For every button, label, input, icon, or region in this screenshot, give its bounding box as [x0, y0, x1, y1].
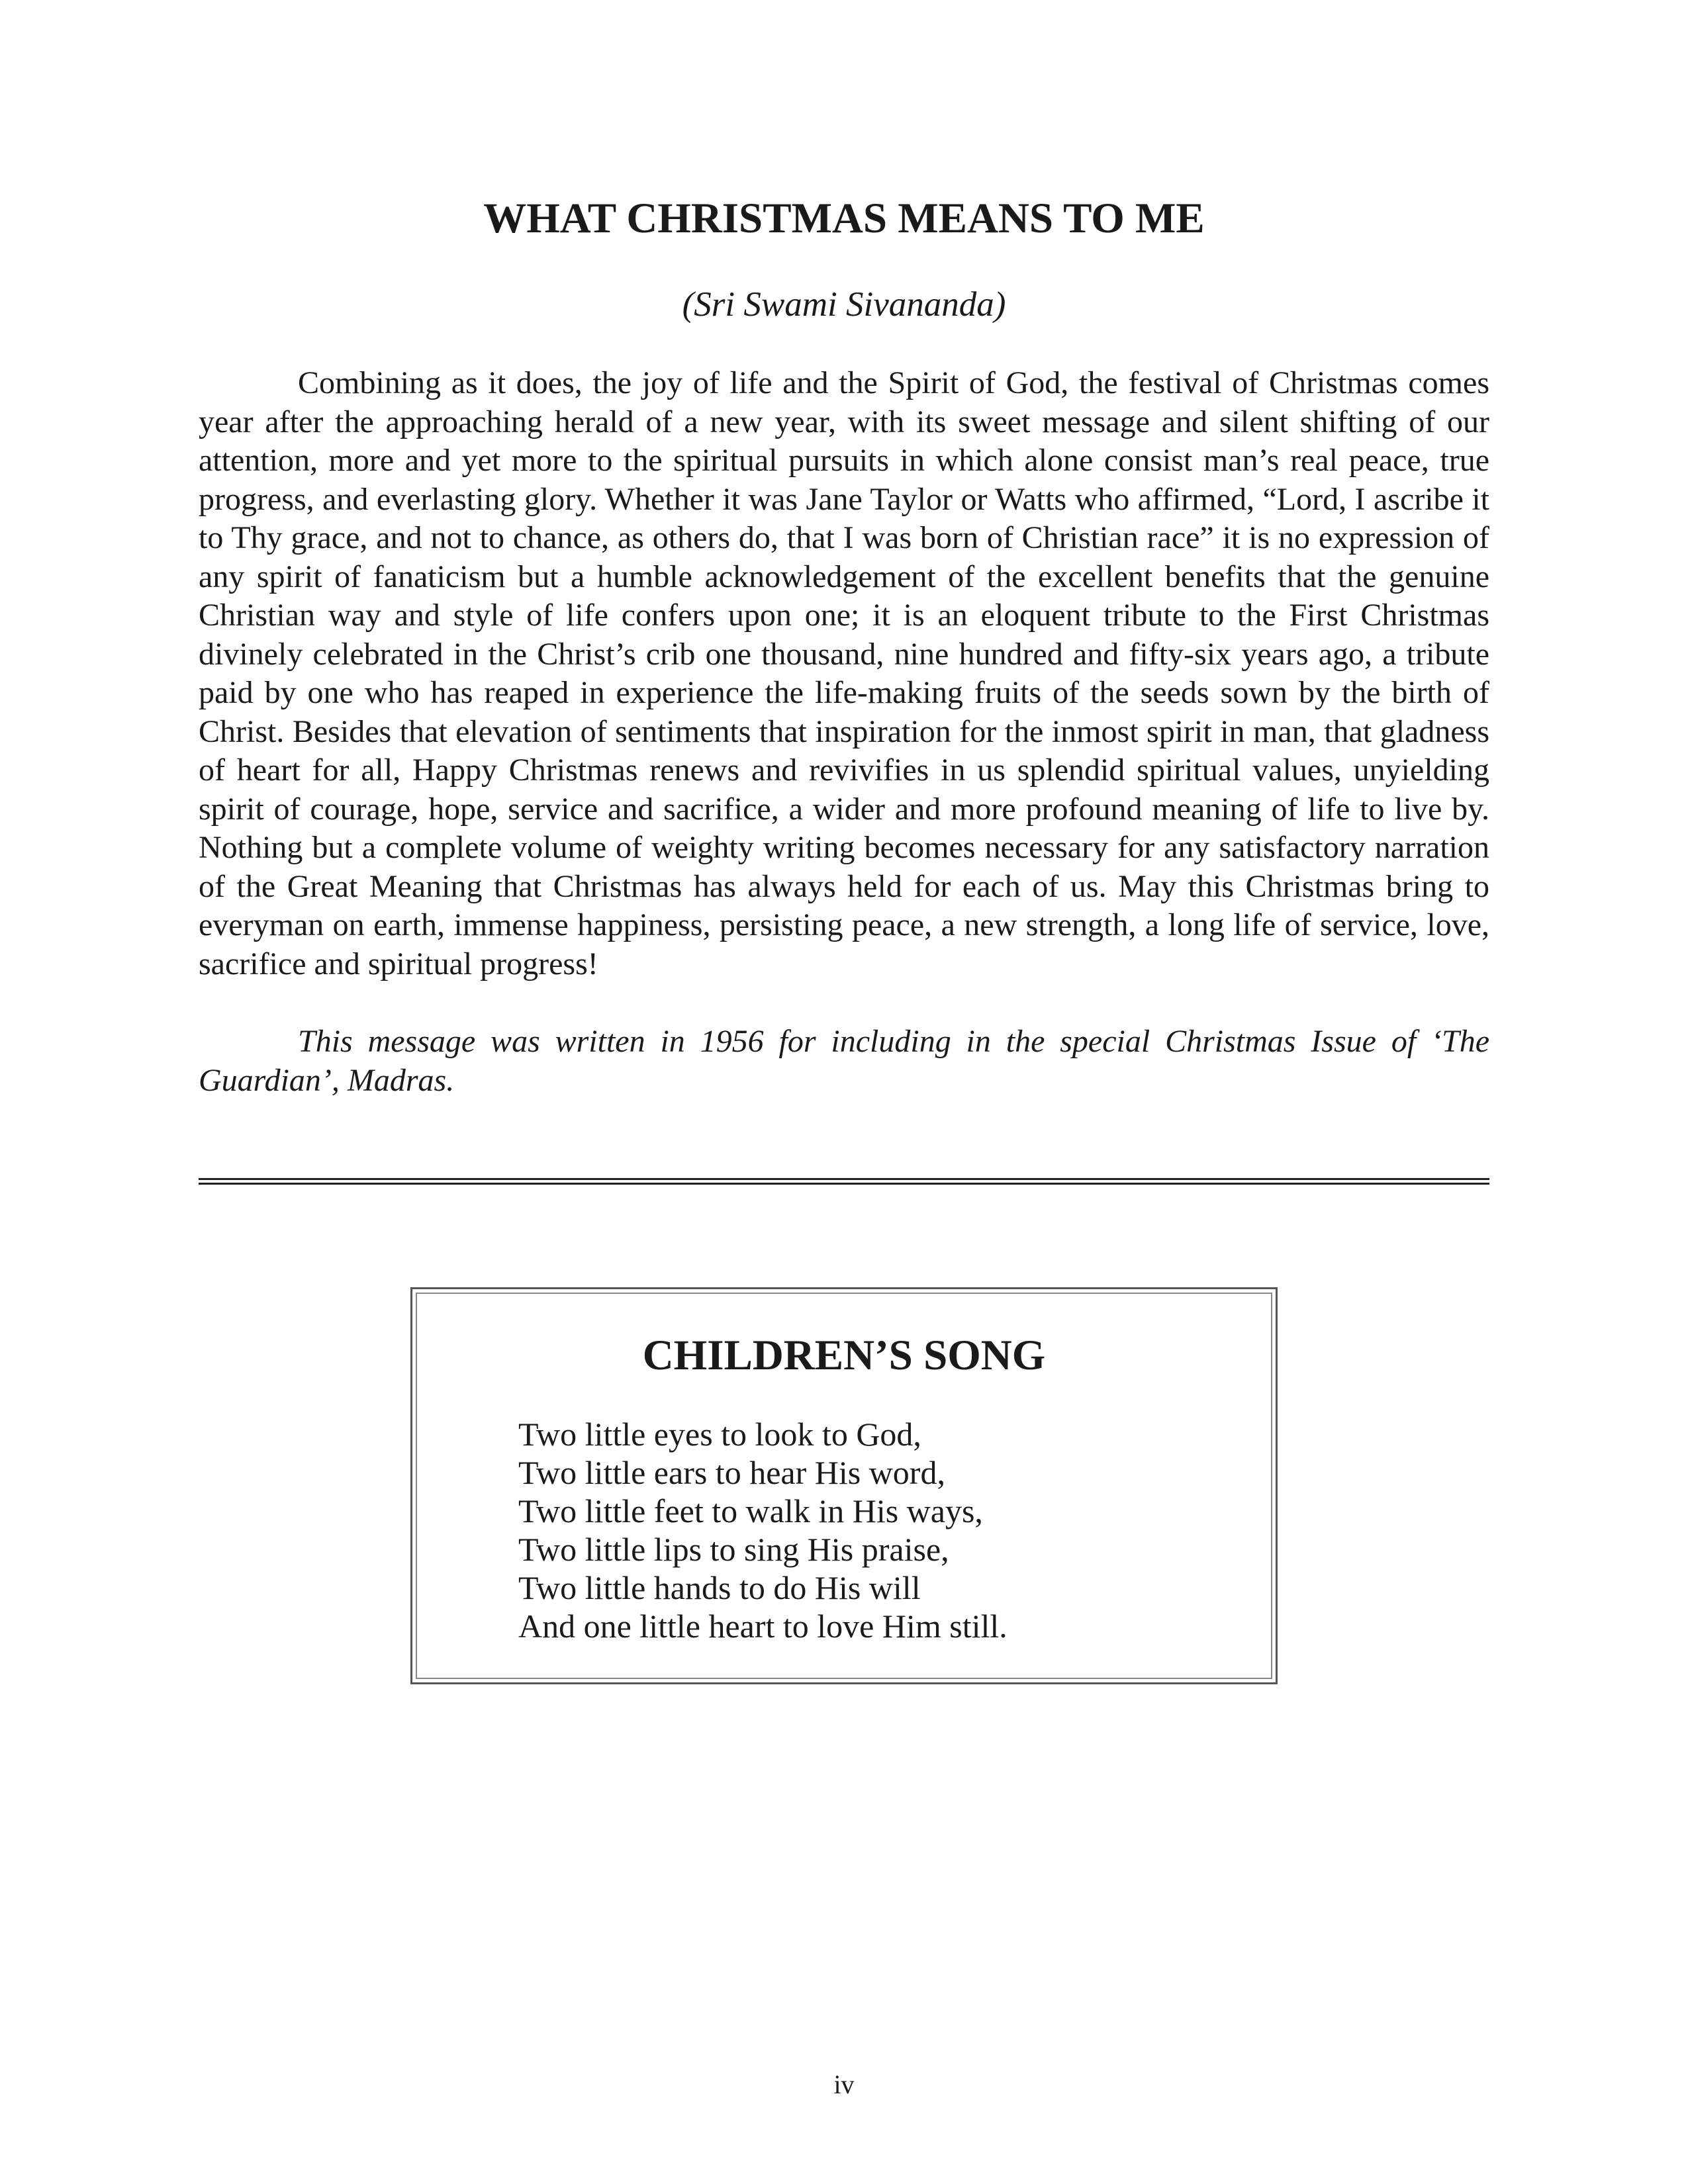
song-line: Two little eyes to look to God, — [518, 1416, 921, 1453]
song-line: And one little heart to love Him still. — [518, 1608, 1008, 1645]
article-author: (Sri Swami Sivananda) — [682, 285, 1006, 324]
song-line: Two little feet to walk in His ways, — [518, 1492, 983, 1529]
section-divider — [199, 1178, 1489, 1185]
article-note: This message was written in 1956 for including in the special Christmas Issue of ‘The Guardian’, Madras. — [199, 1024, 1489, 1098]
song-box — [410, 1287, 1278, 1684]
song-line: Two little ears to hear His word, — [518, 1454, 945, 1491]
song-line: Two little lips to sing His praise, — [518, 1531, 949, 1568]
song-lines — [518, 1415, 1008, 1645]
page-number: iv — [833, 2070, 855, 2099]
song-line: Two little hands to do His will — [518, 1569, 921, 1606]
article-title: WHAT CHRISTMAS MEANS TO ME — [483, 195, 1205, 242]
song-title: CHILDREN’S SONG — [642, 1332, 1046, 1379]
article-body: Combining as it does, the joy of life and the Spirit of God, the festival of Christmas comes year after the approaching herald of a new year, with its sweet message and silent shifting of our attention, more and yet more to the spiritual pursuits in which alone consist man’s real peace, true progress, and everlasting glory. Whether it was Jane Taylor or Watts who affirmed, “Lord, I ascribe it to Thy grace, and not to chance, as others do, that I was born of Christian race” it is no expression of any spirit of fanaticism but a humble acknowledgement of the excellent benefits that the genuine Christian way and style of life confers upon one; it is an eloquent tribute to the First Christmas divinely celebrated in the Christ’s crib one thousand, nine hundred and fifty-six years ago, a tribute paid by one who has reaped in experience the life-making fruits of the seeds sown by the birth of Christ. Besides that elevation of sentiments that inspiration for the inmost spirit in man, that gladness of heart for all, Happy Christmas renews and revivifies in us splendid spiritual values, unyielding spirit of courage, hope, service and sacrifice, a wider and more profound meaning of life to live by. Nothing but a complete volume of weighty writing becomes necessary for any satisfactory narration of the Great Meaning that Christmas has always held for each of us. May this Christmas bring to everyman on earth, immense happiness, persisting peace, a new strength, a long life of service, love, sacrifice and spiritual progress! — [199, 365, 1489, 981]
